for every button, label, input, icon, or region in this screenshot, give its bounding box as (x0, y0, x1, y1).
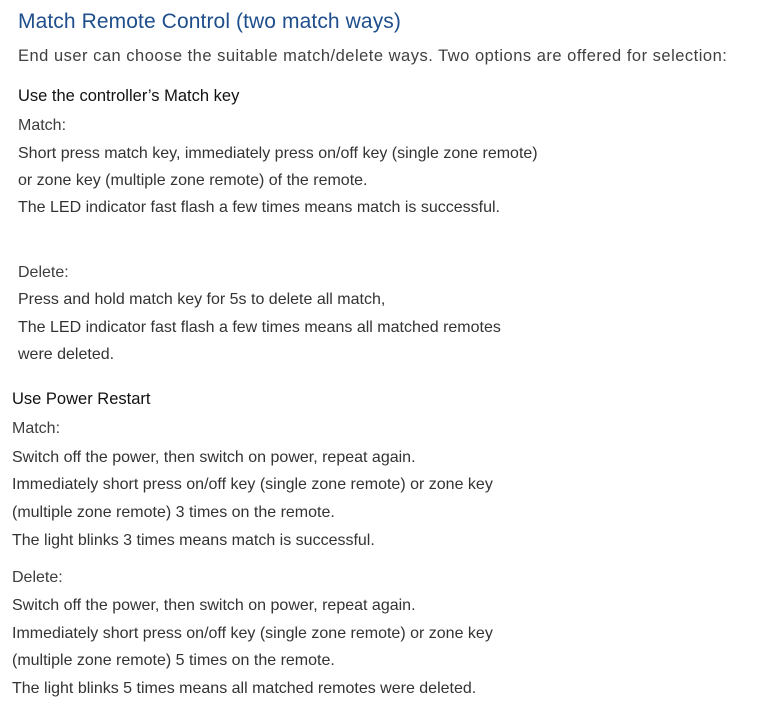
instruction-line: Immediately short press on/off key (single zone remote) or zone key (12, 476, 493, 493)
instruction-line: The LED indicator fast flash a few times means all matched remotes (18, 319, 501, 336)
instruction-line: Switch off the power, then switch on power, repeat again. (12, 449, 416, 466)
delete-label: Delete: (12, 569, 63, 586)
delete-label: Delete: (18, 264, 69, 281)
instruction-line: The LED indicator fast flash a few times means match is successful. (18, 199, 500, 216)
intro-text: End user can choose the suitable match/delete ways. Two options are offered for selection: (18, 47, 728, 65)
instruction-line: Immediately short press on/off key (single zone remote) or zone key (12, 625, 493, 642)
instruction-line: (multiple zone remote) 5 times on the remote. (12, 652, 335, 669)
page-title: Match Remote Control (two match ways) (18, 10, 401, 33)
instruction-line: The light blinks 5 times means all matched remotes were deleted. (12, 680, 477, 697)
instruction-line: or zone key (multiple zone remote) of the remote. (18, 172, 368, 189)
section-heading-power-restart: Use Power Restart (12, 390, 151, 408)
instruction-line: (multiple zone remote) 3 times on the remote. (12, 504, 335, 521)
match-label: Match: (18, 117, 67, 134)
instruction-line: Switch off the power, then switch on power, repeat again. (12, 597, 416, 614)
instruction-line: Press and hold match key for 5s to delete all match, (18, 291, 386, 308)
match-label: Match: (12, 420, 61, 437)
instruction-line: were deleted. (18, 346, 115, 363)
instruction-line: Short press match key, immediately press on/off key (single zone remote) (18, 145, 538, 162)
instruction-line: The light blinks 3 times means match is successful. (12, 532, 375, 549)
section-heading-match-key: Use the controller’s Match key (18, 87, 240, 105)
